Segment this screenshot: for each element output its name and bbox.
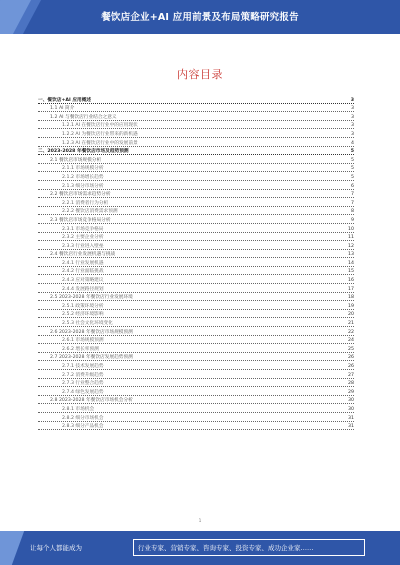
toc-entry-page: 21 xyxy=(348,321,354,327)
toc-entry[interactable] xyxy=(38,258,354,267)
toc-entry-label: 2.6.1 市场规模预测 xyxy=(38,338,106,343)
toc-entry[interactable] xyxy=(38,293,354,302)
toc-entry[interactable] xyxy=(38,275,354,284)
toc-entry-label: 一、餐饮店+AI 应用概述 xyxy=(38,97,92,103)
toc-entry-page: 5 xyxy=(351,157,354,163)
toc-entry-page: 11 xyxy=(348,235,354,241)
toc-entry[interactable] xyxy=(38,215,354,224)
toc-entry[interactable] xyxy=(38,318,354,327)
toc-entry-page: 31 xyxy=(348,415,354,421)
toc-entry-page: 24 xyxy=(348,338,354,344)
toc-entry-page: 5 xyxy=(351,166,354,172)
toc-entry-page: 16 xyxy=(348,278,354,284)
toc-entry-page: 20 xyxy=(348,312,354,318)
toc-entry-label: 2.2.2 餐饮店消费需求预测 xyxy=(38,209,120,214)
toc-entry-label: 2.1 餐饮店市场规模分析 xyxy=(38,158,103,163)
toc-entry-page: 8 xyxy=(351,209,354,215)
toc-entry[interactable] xyxy=(38,404,354,413)
toc-entry[interactable] xyxy=(38,301,354,310)
toc-entry-label: 2.7.2 消费升级趋势 xyxy=(38,373,106,378)
toc-entry-page: 5 xyxy=(351,174,354,180)
toc-entry-label: 2.3.2 主要企业分析 xyxy=(38,235,106,240)
toc-entry-label: 2.4 餐饮店行业发展机遇与挑战 xyxy=(38,252,117,257)
toc-entry-label: 2.4.2 行业面临挑战 xyxy=(38,269,106,274)
toc-entry-label: 2.6 2023-2028 年餐饮店市场规模预测 xyxy=(38,330,135,335)
toc-heading: 内容目录 xyxy=(177,68,223,81)
toc-entry-label: 1.1 AI 简介 xyxy=(38,106,76,111)
toc-entry[interactable] xyxy=(38,267,354,276)
toc-entry[interactable] xyxy=(38,138,354,147)
toc-entry-page: 30 xyxy=(348,398,354,404)
footer-slogan: 让每个人都能成为 xyxy=(30,544,82,552)
toc-entry[interactable] xyxy=(38,310,354,319)
toc-entry-page: 4 xyxy=(351,140,354,146)
toc-entry-page: 6 xyxy=(351,183,354,189)
toc-entry-label: 2.4.4 发展路径规划 xyxy=(38,287,106,292)
page-header xyxy=(0,0,400,34)
toc-entry-page: 7 xyxy=(351,200,354,206)
toc-entry[interactable] xyxy=(38,233,354,242)
toc-entry[interactable] xyxy=(38,241,354,250)
toc-entry-label: 1.2.2 AI 为餐饮店行业带来的新机遇 xyxy=(38,132,140,137)
page-number: 1 xyxy=(198,518,202,523)
toc-entry-page: 30 xyxy=(348,406,354,412)
toc-entry-label: 2.4.1 行业发展机遇 xyxy=(38,261,106,266)
toc-entry-label: 2.3.1 市场竞争格局 xyxy=(38,227,106,232)
toc-entry-label: 2.8.2 细分市场机会 xyxy=(38,416,106,421)
toc-entry-page: 5 xyxy=(350,149,354,155)
toc-entry-page: 3 xyxy=(351,114,354,120)
toc-entry-label: 2.1.3 细分市场分析 xyxy=(38,184,106,189)
footer-decoration xyxy=(0,531,26,565)
toc-entry-label: 2.2 餐饮店市场需求趋势分析 xyxy=(38,192,113,197)
toc-entry[interactable] xyxy=(38,198,354,207)
toc-entry-page: 18 xyxy=(348,295,354,301)
toc-entry-label: 2.7.3 行业整合趋势 xyxy=(38,381,106,386)
toc-entry-page: 22 xyxy=(348,329,354,335)
toc-entry-label: 2.1.2 市场增长趋势 xyxy=(38,175,106,180)
toc-entry[interactable] xyxy=(38,207,354,216)
toc-entry[interactable] xyxy=(38,284,354,293)
toc-entry-label: 2.5.2 经济环境影响 xyxy=(38,312,106,317)
toc-entry[interactable] xyxy=(38,147,354,156)
toc-entry-label: 1.2 AI 与餐饮店行业结合之意义 xyxy=(38,115,119,120)
toc-entry-page: 19 xyxy=(348,303,354,309)
toc-entry[interactable] xyxy=(38,396,354,405)
toc-entry-label: 1.2.1 AI 在餐饮店行业中的应用现状 xyxy=(38,123,140,128)
toc-entry-page: 29 xyxy=(348,389,354,395)
toc-entry-label: 2.6.2 增长率预测 xyxy=(38,347,101,352)
toc-entry[interactable] xyxy=(38,387,354,396)
toc-entry-label: 2.8 2023-2028 年餐饮店市场机会分析 xyxy=(38,398,135,403)
toc-entry[interactable] xyxy=(38,190,354,199)
toc-entry[interactable] xyxy=(38,353,354,362)
toc-entry[interactable] xyxy=(38,164,354,173)
toc-entry-page: 13 xyxy=(348,252,354,258)
toc-entry-page: 14 xyxy=(348,260,354,266)
toc-entry[interactable] xyxy=(38,121,354,130)
toc-entry-page: 3 xyxy=(351,106,354,112)
toc-entry[interactable] xyxy=(38,422,354,431)
toc-entry[interactable] xyxy=(38,95,354,104)
toc-entry[interactable] xyxy=(38,224,354,233)
toc-entry-page: 3 xyxy=(351,123,354,129)
toc-entry-label: 2.5 2023-2028 年餐饮店行业发展环境 xyxy=(38,295,135,300)
toc-entry-label: 2.5.3 社会文化环境变化 xyxy=(38,321,115,326)
toc-entry-page: 26 xyxy=(348,364,354,369)
toc-entry-label: 2.4.3 应对策略建议 xyxy=(38,278,106,283)
toc-entry-page: 27 xyxy=(348,372,354,378)
toc-entry[interactable] xyxy=(38,361,354,370)
toc-entry[interactable] xyxy=(38,172,354,181)
toc-entry[interactable] xyxy=(38,344,354,353)
footer-roles: 行业专家、营销专家、咨询专家、投资专家、成功企业家…… xyxy=(138,544,314,552)
report-title: 餐饮店企业+AI 应用前景及布局策略研究报告 xyxy=(101,12,299,23)
toc-entry-label: 2.3.3 行业进入壁垒 xyxy=(38,244,106,249)
page-footer xyxy=(0,531,400,565)
toc-entry-label: 2.5.1 政策环境分析 xyxy=(38,304,106,309)
toc-entry-page: 15 xyxy=(348,269,354,275)
toc-entry-label: 二、2023-2028 年餐饮店市场及趋势预测 xyxy=(38,149,129,155)
toc-entry[interactable] xyxy=(38,104,354,113)
toc-entry-label: 2.7 2023-2028 年餐饮店发展趋势预测 xyxy=(38,355,135,360)
toc-entry-label: 2.1.1 市场规模分析 xyxy=(38,166,106,171)
toc-entry-page: 25 xyxy=(348,346,354,352)
toc-entry[interactable] xyxy=(38,379,354,388)
toc-entry[interactable] xyxy=(38,112,354,121)
toc-entry-page: 7 xyxy=(351,192,354,198)
toc-entry-page: 3 xyxy=(351,131,354,137)
toc-entry[interactable] xyxy=(38,250,354,259)
toc-entry-label: 2.3 餐饮店市场竞争格局分析 xyxy=(38,218,113,223)
toc-entry-page: 28 xyxy=(348,381,354,387)
toc-entry[interactable] xyxy=(38,370,354,379)
toc-entry-label: 2.7.4 绿色发展趋势 xyxy=(38,390,106,395)
toc-entry[interactable] xyxy=(38,155,354,164)
toc-entry-page: 3 xyxy=(350,97,354,103)
toc-entry-label: 1.2.3 AI 在餐饮店行业中的发展前景 xyxy=(38,141,140,146)
toc-entry[interactable] xyxy=(38,327,354,336)
toc-entry[interactable] xyxy=(38,336,354,345)
toc-entry-label: 2.7.1 技术发展趋势 xyxy=(38,364,106,369)
toc-entry-page: 12 xyxy=(348,243,354,249)
toc-entry-page: 9 xyxy=(351,217,354,223)
toc-entry[interactable] xyxy=(38,413,354,422)
toc-entry-page: 10 xyxy=(348,226,354,232)
toc-entry[interactable] xyxy=(38,129,354,138)
toc-entry-label: 2.8.3 细分产品机会 xyxy=(38,424,106,429)
toc-entry-label: 2.8.1 市场机会 xyxy=(38,407,96,412)
toc-entry-page: 31 xyxy=(348,424,354,430)
toc-entry[interactable] xyxy=(38,181,354,190)
toc-entry-label: 2.2.1 消费者行为分析 xyxy=(38,201,110,206)
toc-entry-page: 26 xyxy=(348,355,354,361)
table-of-contents xyxy=(38,95,354,430)
toc-entry-page: 17 xyxy=(348,286,354,292)
